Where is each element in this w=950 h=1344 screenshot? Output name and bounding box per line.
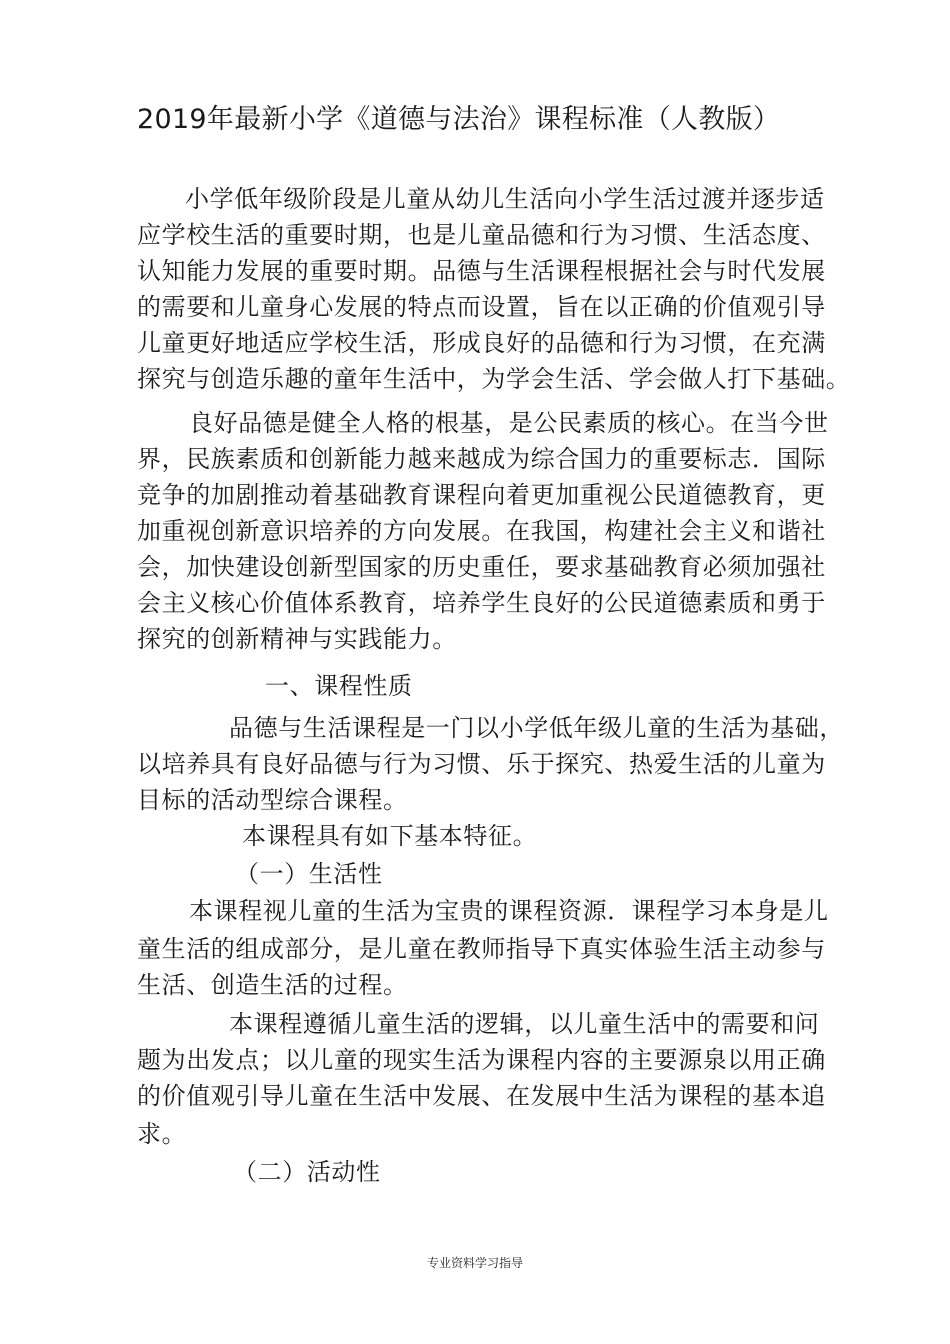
paragraph-line: 会，加快建设创新型国家的历史重任，要求基础教育必须加强社	[137, 553, 826, 581]
paragraph-line: 加重视创新意识培养的方向发展。在我国，构建社会主义和谐社	[137, 517, 826, 545]
paragraph-line: 求。	[137, 1120, 187, 1148]
paragraph-line: 界，民族素质和创新能力越来越成为综合国力的重要标志．国际	[137, 445, 826, 473]
paragraph-line: 良好品德是健全人格的根基，是公民素质的核心。在当今世	[189, 409, 829, 437]
paragraph-line: 本课程遵循儿童生活的逻辑，以儿童生活中的需要和问	[229, 1010, 820, 1038]
paragraph-line: 以培养具有良好品德与行为习惯、乐于探究、热爱生活的儿童为	[137, 750, 826, 778]
paragraph-line: 儿童更好地适应学校生活，形成良好的品德和行为习惯，在充满	[137, 329, 826, 357]
page-footer: 专业资料学习指导	[426, 1256, 523, 1270]
document-title: 2019年最新小学《道德与法治》课程标准（人教版）	[137, 104, 781, 135]
paragraph-line: 竞争的加剧推动着基础教育课程向着更加重视公民道德教育，更	[137, 481, 826, 509]
paragraph-line: 题为出发点；以儿童的现实生活为课程内容的主要源泉以用正确	[137, 1046, 826, 1074]
paragraph-line: 品德与生活课程是一门以小学低年级儿童的生活为基础，	[229, 714, 844, 742]
paragraph-line: 探究与创造乐趣的童年生活中，为学会生活、学会做人打下基础。	[137, 365, 851, 393]
paragraph-line: 会主义核心价值体系教育，培养学生良好的公民道德素质和勇于	[137, 589, 826, 617]
subsection-heading: （一）生活性	[235, 860, 383, 888]
paragraph-line: 的价值观引导儿童在生活中发展、在发展中生活为课程的基本追	[137, 1082, 826, 1110]
paragraph-line: 认知能力发展的重要时期。品德与生活课程根据社会与时代发展	[137, 257, 826, 285]
section-heading: 一、课程性质	[265, 672, 413, 700]
paragraph-line: 小学低年级阶段是儿童从幼儿生活向小学生活过渡并逐步适	[185, 185, 825, 213]
paragraph-line: 生活、创造生活的过程。	[137, 971, 408, 999]
paragraph-line: 应学校生活的重要时期，也是儿童品德和行为习惯、生活态度、	[137, 221, 826, 249]
paragraph-line: 探究的创新精神与实践能力。	[137, 625, 457, 653]
paragraph-line: 童生活的组成部分，是儿童在教师指导下真实体验生活主动参与	[137, 935, 826, 963]
subsection-heading: （二）活动性	[233, 1158, 381, 1186]
paragraph-line: 的需要和儿童身心发展的特点而设置，旨在以正确的价值观引导	[137, 293, 826, 321]
paragraph-line: 本课程具有如下基本特征。	[242, 822, 538, 850]
paragraph-line: 本课程视儿童的生活为宝贵的课程资源．课程学习本身是儿	[189, 897, 829, 925]
paragraph-line: 目标的活动型综合课程。	[137, 786, 408, 814]
